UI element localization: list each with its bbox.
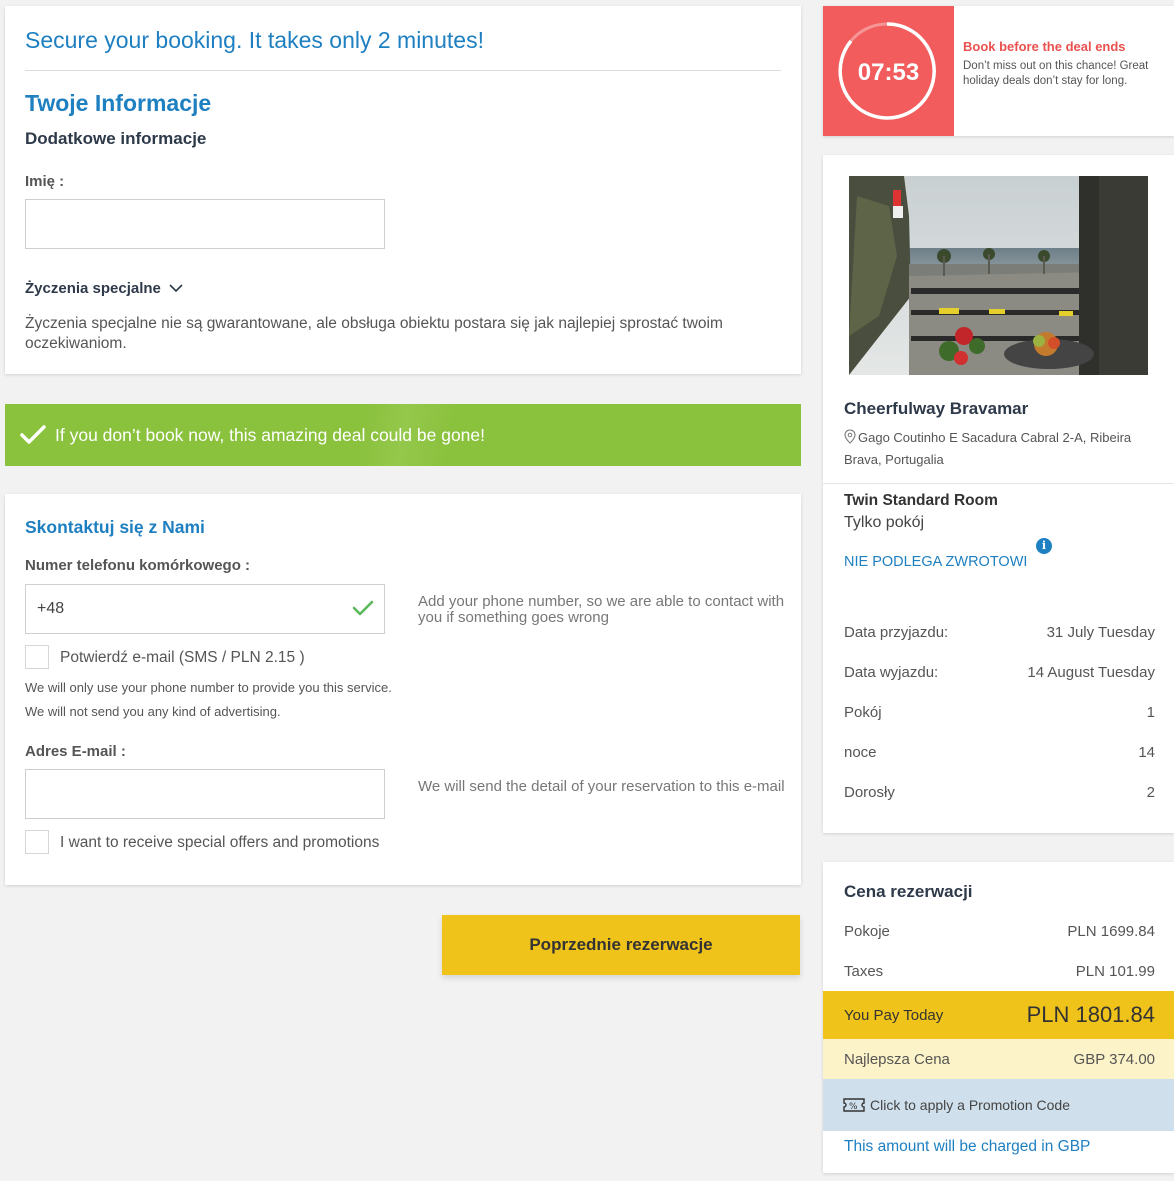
special-requests-label: Życzenia specjalne	[25, 280, 161, 297]
room-type: Twin Standard Room	[844, 492, 998, 509]
detail-value: 14 August Tuesday	[1027, 664, 1155, 681]
timer-panel	[823, 6, 954, 136]
checkmark-icon	[19, 424, 47, 446]
previous-bookings-button[interactable]: Poprzednie rezerwacje	[442, 915, 800, 975]
hotel-summary-card	[823, 155, 1174, 833]
map-pin-icon	[844, 429, 856, 444]
section-title: Twoje Informacje	[25, 90, 212, 116]
divider	[823, 483, 1174, 484]
detail-label: Dorosły	[844, 784, 895, 801]
detail-value: 2	[1146, 784, 1155, 801]
hotel-photo	[849, 176, 1148, 375]
pay-today-label: You Pay Today	[844, 1006, 944, 1024]
detail-value: 14	[1138, 744, 1155, 761]
detail-label: noce	[844, 744, 877, 761]
detail-row-checkin	[844, 624, 1155, 641]
price-row-rooms	[844, 923, 1155, 940]
timer-text: Don’t miss out on this chance! Great holiday deals don’t stay for long.	[963, 60, 1149, 87]
name-label: Imię :	[25, 173, 65, 190]
name-input[interactable]	[25, 199, 385, 249]
detail-label: Data wyjazdu:	[844, 664, 939, 681]
no-advertising-note: We will not send you any kind of advertising.	[25, 704, 281, 719]
price-title: Cena rezerwacji	[844, 882, 973, 901]
currency-note: This amount will be charged in GBP	[844, 1138, 1091, 1155]
best-price-label: Najlepsza Cena	[844, 1050, 950, 1068]
divider	[25, 70, 781, 71]
pay-today-row	[823, 991, 1174, 1039]
price-label: Taxes	[844, 963, 884, 980]
hotel-address-text: Gago Coutinho E Sacadura Cabral 2-A, Ribeira Brava, Portugalia	[844, 430, 1132, 467]
price-summary-card	[823, 862, 1174, 1173]
promo-code-label: Click to apply a Promotion Code	[870, 1097, 1070, 1113]
deal-timer-card	[823, 6, 1174, 136]
detail-label: Data przyjazdu:	[844, 624, 949, 641]
best-price-value: GBP 374.00	[1073, 1050, 1155, 1068]
phone-usage-note: We will only use your phone number to provide you this service.	[25, 680, 392, 695]
detail-row-checkout	[844, 664, 1155, 681]
price-row-taxes	[844, 963, 1155, 980]
phone-input[interactable]	[25, 584, 385, 634]
contact-card	[5, 494, 801, 885]
price-label: Pokoje	[844, 923, 890, 940]
countdown-value: 07:53	[857, 59, 920, 86]
room-board: Tylko pokój	[844, 514, 925, 531]
offers-label: I want to receive special offers and promotions	[60, 834, 380, 851]
phone-prefix: +48	[37, 600, 65, 617]
special-requests-description: Życzenia specjalne nie są gwarantowane, ale obsługa obiektu postara się jak najlepiej sprostać twoim oczekiwaniom.	[25, 315, 723, 352]
coupon-icon	[843, 1097, 865, 1113]
valid-check-icon	[352, 599, 374, 617]
price-value: PLN 101.99	[1075, 963, 1155, 980]
sms-confirm-checkbox[interactable]	[25, 645, 49, 669]
guest-info-card	[5, 6, 801, 374]
section-subtitle: Dodatkowe informacje	[25, 129, 207, 148]
page-headline: Secure your booking. It takes only 2 minutes!	[25, 27, 484, 53]
contact-title: Skontaktuj się z Nami	[25, 517, 205, 537]
pay-today-value: PLN 1801.84	[1026, 1002, 1155, 1027]
price-value: PLN 1699.84	[1067, 923, 1155, 940]
detail-value: 31 July Tuesday	[1046, 624, 1155, 641]
refund-policy[interactable]: NIE PODLEGA ZWROTOWI	[844, 554, 1028, 570]
timer-title: Book before the deal ends	[963, 39, 1126, 54]
detail-label: Pokój	[844, 704, 882, 721]
svg-text:%: %	[849, 1102, 858, 1112]
email-label: Adres E-mail :	[25, 743, 126, 760]
detail-row-rooms	[844, 704, 1155, 721]
detail-row-nights	[844, 744, 1155, 761]
best-price-row	[823, 1039, 1174, 1079]
sms-confirm-label: Potwierdź e-mail (SMS / PLN 2.15 )	[60, 649, 305, 666]
promo-code-button[interactable]	[823, 1079, 1174, 1131]
info-icon[interactable]: i	[1036, 538, 1052, 554]
email-input[interactable]	[25, 769, 385, 819]
offers-checkbox[interactable]	[25, 830, 49, 854]
special-requests-toggle[interactable]	[25, 280, 183, 297]
detail-value: 1	[1146, 704, 1155, 721]
phone-label: Numer telefonu komórkowego :	[25, 557, 251, 574]
hotel-name: Cheerfulway Bravamar	[844, 399, 1029, 418]
urgency-text: If you don’t book now, this amazing deal could be gone!	[55, 424, 486, 445]
urgency-banner	[5, 404, 801, 466]
phone-hint: Add your phone number, so we are able to contact with you if something goes wrong	[418, 593, 785, 626]
hotel-address	[844, 427, 1154, 471]
chevron-down-icon	[169, 284, 183, 293]
detail-row-adults	[844, 784, 1155, 801]
email-hint: We will send the detail of your reservation to this e-mail	[418, 778, 785, 795]
